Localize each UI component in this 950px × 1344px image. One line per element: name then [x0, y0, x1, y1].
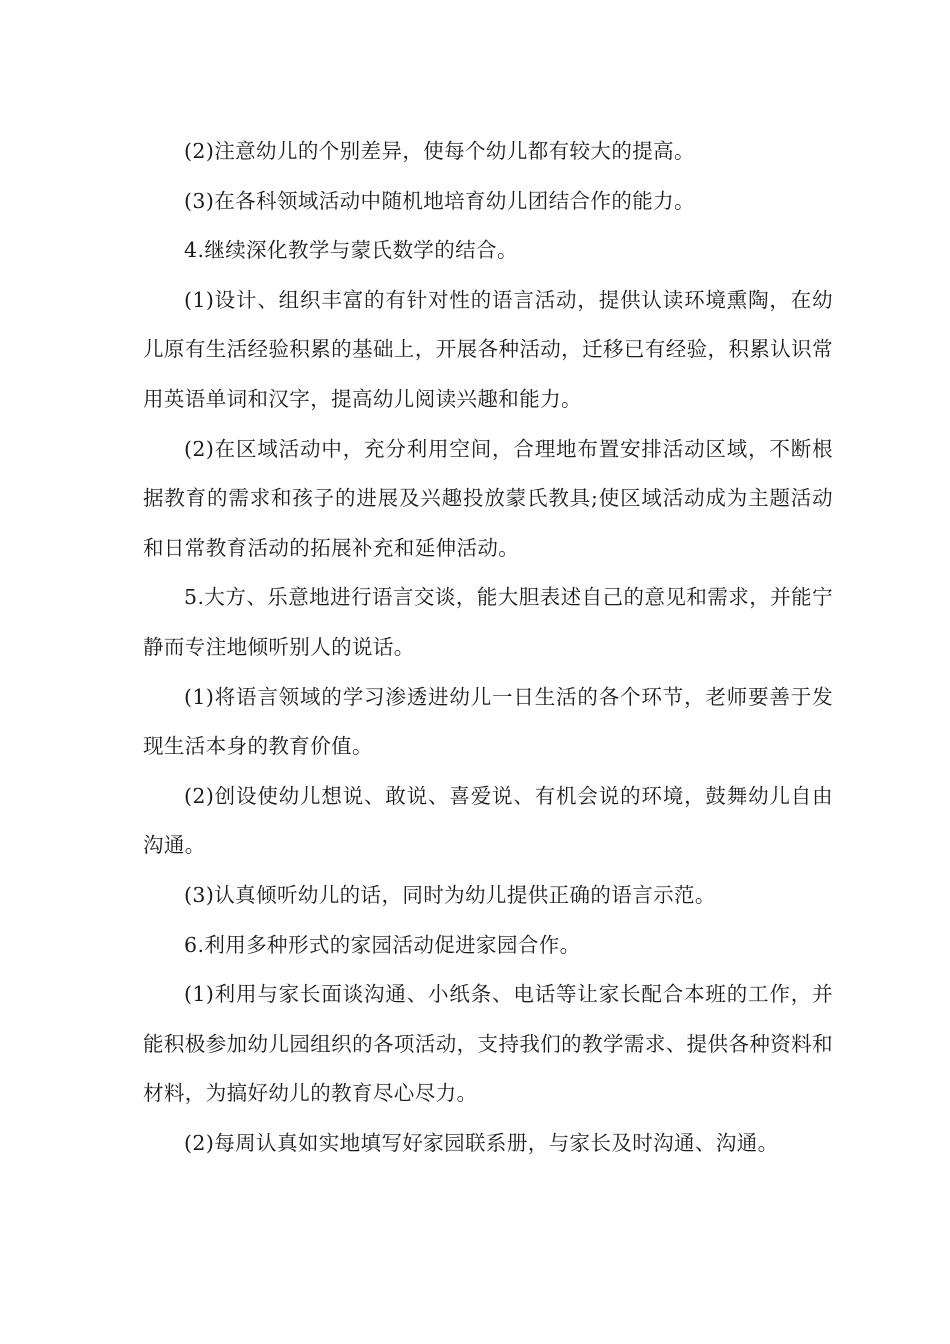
paragraph: (3)认真倾听幼儿的话，同时为幼儿提供正确的语言示范。: [184, 882, 716, 907]
section-heading: 5.大方、乐意地进行语言交谈，能大胆表述自己的意见和需求，并能宁静而专注地倾听别人的说话。: [143, 585, 833, 659]
document-page: [143, 127, 833, 1168]
paragraph: (2)每周认真如实地填写好家园联系册，与家长及时沟通、沟通。: [184, 1130, 779, 1155]
paragraph: (2)创设使幼儿想说、敢说、喜爱说、有机会说的环境，鼓舞幼儿自由沟通。: [143, 783, 833, 858]
paragraph: (1)设计、组织丰富的有针对性的语言活动，提供认读环境熏陶，在幼儿原有生活经验积累的基础上，开展各种活动，迁移已有经验，积累认识常用英语单词和汉字，提高幼儿阅读兴趣和能力。: [143, 287, 833, 411]
paragraph: (2)在区域活动中，充分利用空间，合理地布置安排活动区域，不断根据教育的需求和孩子的进展及兴趣投放蒙氏教具;使区域活动成为主题活动和日常教育活动的拓展补充和延伸活动。: [143, 436, 833, 560]
paragraph: (3)在各科领域活动中随机地培育幼儿团结合作的能力。: [184, 188, 695, 213]
paragraph: (2)注意幼儿的个别差异，使每个幼儿都有较大的提高。: [184, 139, 695, 163]
paragraph: (1)利用与家长面谈沟通、小纸条、电话等让家长配合本班的工作，并能积极参加幼儿园组织的各项活动，支持我们的教学需求、提供各种资料和材料，为搞好幼儿的教育尽心尽力。: [143, 982, 833, 1106]
paragraph: (1)将语言领域的学习渗透进幼儿一日生活的各个环节，老师要善于发现生活本身的教育价值。: [143, 684, 833, 759]
section-heading: 4.继续深化教学与蒙氏数学的结合。: [184, 238, 518, 263]
section-heading: 6.利用多种形式的家园活动促进家园合作。: [184, 932, 581, 957]
